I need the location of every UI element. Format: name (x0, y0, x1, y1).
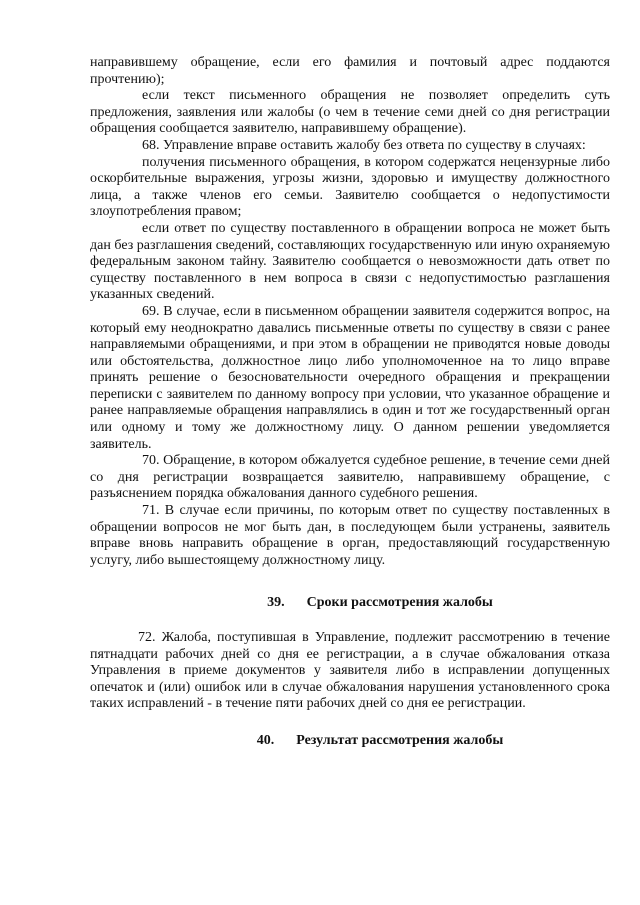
section-heading-39 (90, 595, 610, 612)
paragraph-68: 68. Управление вправе оставить жалобу без ответа по существу в случаях: (142, 137, 586, 153)
section-number: 39. (267, 595, 285, 611)
paragraph-71: 71. В случае если причины, по которым ответ по существу поставленных в обращении вопросов не мог быть дан, в последующем были устранены, заявитель вправе вновь направить обращение в орган, предоставляющий государственную услугу, либо вышестоящему должностному лицу. (90, 503, 610, 568)
section-title: Сроки рассмотрения жалобы (306, 595, 493, 611)
paragraph-72: 72. Жалоба, поступившая в Управление, подлежит рассмотрению в течение пятнадцати рабочих дней со дня ее регистрации, а в случае обжалования отказа Управления в приеме документов у заявителя либо в исправлении допущенных опечаток и (или) ошибок или в случае обжалования нарушения установленного срока таких исправлений - в течение пяти рабочих дней со дня ее регистрации. (90, 630, 610, 712)
paragraph-continuation: направившему обращение, если его фамилия и почтовый адрес поддаются прочтению); (90, 55, 610, 87)
paragraph-obscene: получения письменного обращения, в котором содержатся нецензурные либо оскорбительные выражения, угрозы жизни, здоровью и имуществу должностного лица, а также членов его семьи. Заявителю сообщается о недопустимости злоупотребления правом; (90, 154, 610, 220)
document-page (90, 55, 610, 750)
section-number: 40. (256, 732, 275, 748)
paragraph-70: 70. Обращение, в котором обжалуется судебное решение, в течение семи дней со дня регистрации возвращается заявителю, направившему обращение, с разъяснением порядка обжалования данного судебного решения. (90, 453, 610, 502)
paragraph-text-unclear: если текст письменного обращения не позволяет определить суть предложения, заявления или жалобы (о чем в течение семи дней со дня регистрации обращения сообщается заявителю, направившему обращение). (90, 88, 610, 137)
paragraph-secret: если ответ по существу поставленного в обращении вопроса не может быть дан без разглашения сведений, составляющих государственную или иную охраняемую федеральным законом тайну. Заявителю сообщается о невозможности дать ответ по существу поставленного в нем вопроса в связи с недопустимостью разглашения указанных сведений. (90, 220, 610, 303)
section-title: Результат рассмотрения жалобы (296, 732, 504, 748)
section-heading-40 (90, 733, 610, 750)
paragraph-69: 69. В случае, если в письменном обращении заявителя содержится вопрос, на который ему неоднократно давались письменные ответы по существу в связи с ранее направляемыми обращениями, и при этом в обращении не приводятся новые доводы или обстоятельства, должностное лицо либо уполномоченное на то лицо вправе принять решение о безосновательности очередного обращения и прекращении переписки с заявителем по данному вопросу при условии, что указанное обращение и ранее направляемые обращения направлялись в один и тот же государственный орган или одному и тому же должностному лицу. О данном решении уведомляется заявитель. (90, 303, 610, 452)
